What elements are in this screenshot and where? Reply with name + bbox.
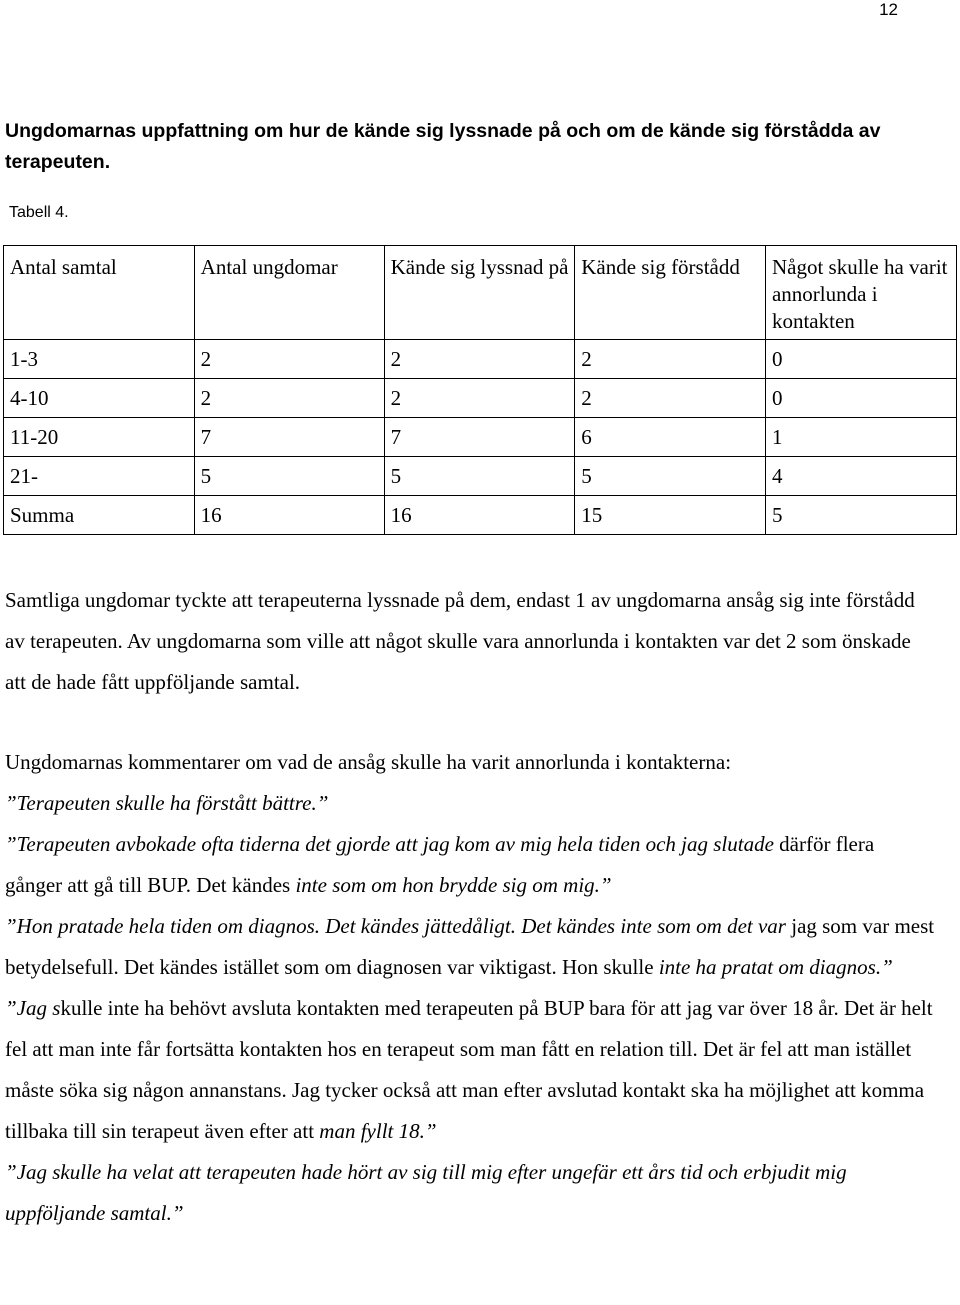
table-cell: 2 xyxy=(575,340,766,379)
quote-text: ”Hon pratade hela tiden om diagnos. Det kändes jättedåligt. Det kändes inte som om det var xyxy=(5,914,792,938)
table-header-cell: Något skulle ha varit annorlunda i kontakten xyxy=(765,246,956,340)
table-cell: Summa xyxy=(4,496,195,535)
summary-paragraph: Samtliga ungdomar tyckte att terapeuterna lyssnade på dem, endast 1 av ungdomarna ansåg sig inte förstådd av terapeuten. Av ungdomarna som ville att något skulle vara annorlunda i kontakten var det 2 som önskade att de hade fått uppföljande samtal. xyxy=(5,588,915,694)
table-cell: 2 xyxy=(384,340,575,379)
table-cell: 2 xyxy=(575,379,766,418)
table-header-cell: Kände sig lyssnad på xyxy=(384,246,575,340)
table-cell: 4 xyxy=(765,457,956,496)
results-table xyxy=(3,245,957,535)
table-cell: 15 xyxy=(575,496,766,535)
table-cell: 21- xyxy=(4,457,195,496)
quote-4 xyxy=(5,988,935,1152)
table-cell: 7 xyxy=(194,418,384,457)
quote-text: ”Jag s xyxy=(5,996,61,1020)
table-row xyxy=(4,379,957,418)
table-row xyxy=(4,418,957,457)
quote-text: därför flera gånger att gå till BUP. Det kändes xyxy=(5,832,875,897)
table-cell: 5 xyxy=(575,457,766,496)
quote-3 xyxy=(5,906,935,988)
table-header-cell: Kände sig förstådd xyxy=(575,246,766,340)
table-cell: 5 xyxy=(765,496,956,535)
page-number: 12 xyxy=(879,0,898,19)
table-cell: 7 xyxy=(384,418,575,457)
quote-text: ”Terapeuten avbokade ofta tiderna det gjorde att jag kom av mig hela tiden och jag slutade xyxy=(5,832,780,856)
table-cell: 0 xyxy=(765,379,956,418)
quote-text: jag som var mest betydelsefull. Det kändes istället som om diagnosen var viktigast. Hon skulle xyxy=(5,914,935,979)
quote-text: ”Jag skulle ha velat att terapeuten hade hört av sig till mig efter ungefär ett års tid och erbjudit mig uppföljande samtal.” xyxy=(5,1160,847,1225)
table-row xyxy=(4,457,957,496)
table-header-cell: Antal ungdomar xyxy=(194,246,384,340)
table-cell: 16 xyxy=(384,496,575,535)
comments-intro: Ungdomarnas kommentarer om vad de ansåg skulle ha varit annorlunda i kontakterna: xyxy=(5,750,732,774)
table-cell: 1 xyxy=(765,418,956,457)
table-row xyxy=(4,340,957,379)
table-cell: 6 xyxy=(575,418,766,457)
table-cell: 2 xyxy=(194,340,384,379)
table-cell: 0 xyxy=(765,340,956,379)
table-cell: 2 xyxy=(384,379,575,418)
quote-text: ”Terapeuten skulle ha förstått bättre.” xyxy=(5,791,329,815)
quote-text: inte som om hon brydde sig om mig.” xyxy=(295,873,612,897)
table-cell: 2 xyxy=(194,379,384,418)
table-cell: 16 xyxy=(194,496,384,535)
table-cell: 5 xyxy=(194,457,384,496)
table-cell: 5 xyxy=(384,457,575,496)
table-header-cell: Antal samtal xyxy=(4,246,195,340)
table-row-total xyxy=(4,496,957,535)
quote-1 xyxy=(5,783,935,824)
table-header-row xyxy=(4,246,957,340)
comments-section xyxy=(5,742,935,1234)
quote-text: inte ha pratat om diagnos.” xyxy=(658,955,893,979)
quote-5 xyxy=(5,1152,935,1234)
quote-2 xyxy=(5,824,935,906)
table-cell: 1-3 xyxy=(4,340,195,379)
table-cell: 4-10 xyxy=(4,379,195,418)
quote-text: kulle inte ha behövt avsluta kontakten med terapeuten på BUP bara för att jag var över 18 år. Det är helt fel att man inte får fortsätta kontakten hos en terapeut som man fått en relation till. Det är fel att man istället måste söka sig någon annanstans. Jag tycker också att man efter avslutad kontakt ska ha möjlighet att komma tillbaka till sin terapeut även efter att xyxy=(5,996,933,1143)
table-caption: Tabell 4. xyxy=(9,204,69,221)
quote-text: man fyllt 18.” xyxy=(319,1119,437,1143)
section-heading: Ungdomarnas uppfattning om hur de kände sig lyssnade på och om de kände sig förstådda av terapeuten. xyxy=(5,120,881,173)
table-cell: 11-20 xyxy=(4,418,195,457)
